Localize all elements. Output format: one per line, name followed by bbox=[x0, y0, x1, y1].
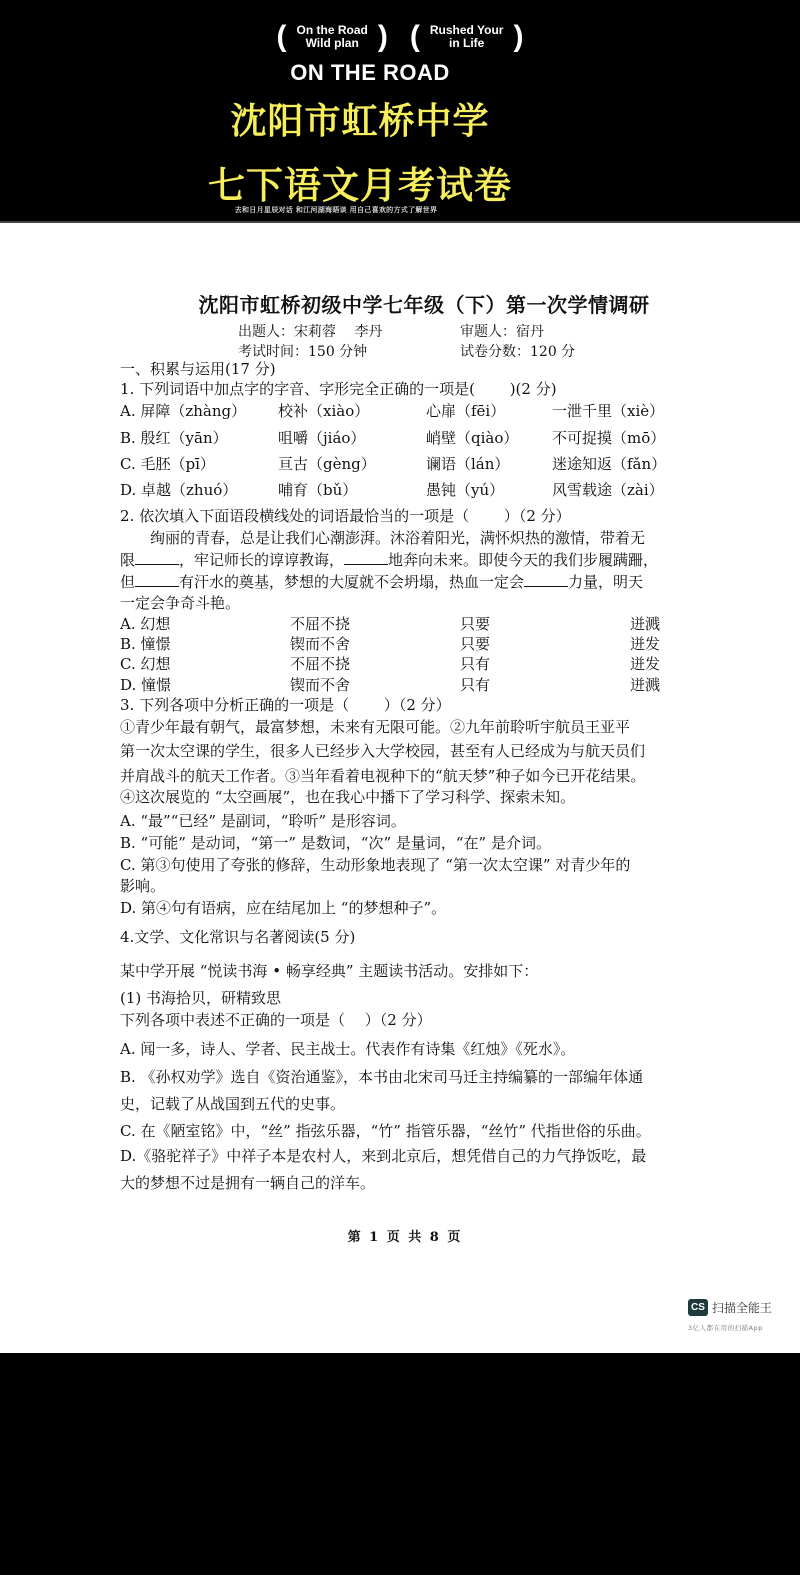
q1-b-1: B. 殷红（yān） bbox=[120, 429, 228, 447]
bottom-black-area bbox=[0, 1353, 800, 1575]
q4-option-d-cont: 大的梦想不过是拥有一辆自己的洋车。 bbox=[120, 1174, 376, 1192]
text: 力量，明天 bbox=[568, 573, 644, 591]
q2-stem: 2. 依次填入下面语段横线处的词语最恰当的一项是（ ）（2 分） bbox=[120, 507, 571, 525]
camscanner-watermark bbox=[688, 1299, 772, 1316]
option-cell: 迸发 bbox=[630, 635, 661, 653]
option-cell: 迸溅 bbox=[630, 676, 661, 694]
option-cell: 锲而不舍 bbox=[290, 676, 351, 694]
score-label: 试卷分数：120 分 bbox=[460, 344, 576, 360]
option-cell: B. 憧憬 bbox=[120, 635, 171, 653]
q2-passage-line3 bbox=[120, 572, 643, 592]
camscanner-subtitle: 3亿人都在用的扫描App bbox=[688, 1324, 763, 1332]
answer-blank[interactable] bbox=[135, 573, 179, 587]
tag-right-line2: in Life bbox=[448, 36, 485, 50]
q3-passage-line1: ①青少年最有朝气，最富梦想，未来有无限可能。②九年前聆听宇航员王亚平 bbox=[120, 718, 631, 736]
q4-stem: 下列各项中表述不正确的一项是（ ）（2 分） bbox=[120, 1011, 432, 1029]
q4-option-a: A. 闻一多，诗人、学者、民主战士。代表作有诗集《红烛》《死水》。 bbox=[120, 1040, 576, 1058]
q1-options bbox=[120, 428, 752, 449]
time-label: 考试时间：150 分钟 bbox=[238, 344, 368, 360]
q4-option-c: C. 在《陋室铭》中，“丝” 指弦乐器，“竹” 指管乐器，“丝竹” 代指世俗的乐曲。 bbox=[120, 1122, 651, 1140]
option-cell: 只有 bbox=[460, 655, 491, 673]
tag-rushed-your-life bbox=[410, 22, 524, 52]
q2-option-b bbox=[120, 634, 710, 654]
setter-label: 出题人：宋莉蓉 李丹 bbox=[238, 324, 383, 340]
tag-left-line2: Wild plan bbox=[305, 36, 359, 50]
tag-text bbox=[287, 24, 378, 50]
q1-options bbox=[120, 401, 752, 422]
paren-close: ) bbox=[377, 20, 388, 53]
q3-passage-line2: 第一次太空课的学生，很多人已经步入大学校园，甚至有人已经成为与航天员们 bbox=[120, 742, 646, 760]
q2-passage-line2 bbox=[120, 550, 658, 570]
q1-stem: 1. 下列词语中加点字的字音、字形完全正确的一项是( )(2 分) bbox=[120, 380, 557, 398]
q1-options bbox=[120, 480, 752, 501]
q1-d-1: D. 卓越（zhuó） bbox=[120, 481, 238, 499]
q1-d-3: 愚钝（yú） bbox=[426, 481, 505, 499]
q4-option-d: D.《骆驼祥子》中祥子本是农村人，来到北京后，想凭借自己的力气挣饭吃，最 bbox=[120, 1147, 647, 1165]
q2-passage-line4: 一定会争奇斗艳。 bbox=[120, 594, 241, 612]
q3-option-b: B. “可能” 是动词，“第一” 是数词，“次” 是量词，“在” 是介词。 bbox=[120, 834, 551, 852]
section-heading-1: 一、积累与运用(17 分) bbox=[120, 360, 276, 378]
option-cell: C. 幻想 bbox=[120, 655, 171, 673]
option-cell: 锲而不舍 bbox=[290, 635, 351, 653]
option-cell: 只要 bbox=[460, 635, 491, 653]
q2-passage-line1: 绚丽的青春，总是让我们心潮澎湃。沐浴着阳光，满怀炽热的激情，带着无 bbox=[120, 529, 646, 547]
q1-a-3: 心扉（fēi） bbox=[426, 402, 506, 420]
paren-open: ( bbox=[409, 20, 420, 53]
q3-passage-line4: ④这次展览的 “太空画展”，也在我心中播下了学习科学、探索未知。 bbox=[120, 788, 576, 806]
q3-option-d: D. 第④句有语病，应在结尾加上 “的梦想种子”。 bbox=[120, 899, 447, 917]
exam-page bbox=[0, 221, 800, 1353]
text: 但 bbox=[120, 573, 136, 591]
tag-text bbox=[420, 24, 514, 50]
tag-left-line1: On the Road bbox=[296, 23, 368, 37]
exam-authors bbox=[238, 321, 544, 341]
q1-b-2: 咀嚼（jiáo） bbox=[278, 429, 366, 447]
q4-option-b: B. 《孙权劝学》选自《资治通鉴》，本书由北宋司马迁主持编纂的一部编年体通 bbox=[120, 1068, 644, 1086]
page-number: 第 1 页 共 8 页 bbox=[347, 1230, 463, 1245]
q3-stem: 3. 下列各项中分析正确的一项是（ ）（2 分） bbox=[120, 696, 451, 714]
english-title: ON THE ROAD bbox=[290, 60, 450, 85]
paren-open: ( bbox=[276, 20, 287, 53]
q1-b-4: 不可捉摸（mō） bbox=[552, 429, 666, 447]
camscanner-logo-icon: CS bbox=[688, 1299, 708, 1316]
answer-blank[interactable] bbox=[135, 551, 179, 565]
exam-title: 沈阳市虹桥初级中学七年级（下）第一次学情调研 bbox=[198, 293, 650, 317]
tagline-row bbox=[0, 22, 800, 52]
exam-info bbox=[238, 341, 575, 361]
q1-a-1: A. 屏障（zhàng） bbox=[120, 402, 247, 420]
q3-option-a: A. “最”“已经” 是副词，“聆听” 是形容词。 bbox=[120, 812, 406, 830]
slogan: 去和日月星辰对话 和江河湖海晤谈 用自己喜欢的方式了解世界 bbox=[234, 206, 438, 214]
chinese-title-exam: 七下语文月考试卷 bbox=[208, 164, 512, 207]
q1-c-4: 迷途知返（fǎn） bbox=[552, 455, 667, 473]
chinese-title-school: 沈阳市虹桥中学 bbox=[230, 101, 490, 142]
q1-a-2: 校补（xiào） bbox=[278, 402, 370, 420]
q2-option-c bbox=[120, 654, 710, 674]
q3-passage-line3: 并肩战斗的航天工作者。③当年看着电视种下的“航天梦”种子如今已开花结果。 bbox=[120, 767, 646, 785]
q1-c-2: 亘古（gèng） bbox=[278, 455, 376, 473]
q3-option-c: C. 第③句使用了夸张的修辞，生动形象地表现了 “第一次太空课” 对青少年的 bbox=[120, 856, 631, 874]
reviewer-label: 审题人：宿丹 bbox=[460, 324, 544, 340]
q1-d-2: 哺育（bǔ） bbox=[278, 481, 358, 499]
option-cell: 迸发 bbox=[630, 655, 661, 673]
q1-options bbox=[120, 454, 752, 475]
tag-right-line1: Rushed Your bbox=[429, 23, 504, 37]
paren-close: ) bbox=[513, 20, 524, 53]
q2-option-a bbox=[120, 614, 710, 634]
option-cell: D. 憧憬 bbox=[120, 676, 172, 694]
q2-option-d bbox=[120, 675, 710, 695]
q1-a-4: 一泄千里（xiè） bbox=[552, 402, 665, 420]
text: ，牢记师长的谆谆教诲， bbox=[179, 551, 345, 569]
q1-b-3: 峭壁（qiào） bbox=[426, 429, 519, 447]
option-cell: A. 幻想 bbox=[120, 615, 171, 633]
q1-c-1: C. 毛胚（pī） bbox=[120, 455, 215, 473]
camscanner-name: 扫描全能王 bbox=[712, 1301, 773, 1315]
option-cell: 不屈不挠 bbox=[290, 655, 351, 673]
tag-on-the-road bbox=[277, 22, 388, 52]
text: 限 bbox=[120, 551, 136, 569]
option-cell: 迸溅 bbox=[630, 615, 661, 633]
q4-heading: 4.文学、文化常识与名著阅读(5 分) bbox=[120, 928, 356, 946]
text: 地奔向未来。即使今天的我们步履蹒跚， bbox=[388, 551, 659, 569]
answer-blank[interactable] bbox=[524, 573, 568, 587]
option-cell: 只要 bbox=[460, 615, 491, 633]
option-cell: 只有 bbox=[460, 676, 491, 694]
q4-intro: 某中学开展 “悦读书海 • 畅享经典” 主题读书活动。安排如下： bbox=[120, 962, 539, 980]
q4-subheading: (1) 书海拾贝，研精致思 bbox=[120, 989, 282, 1007]
exam-content bbox=[0, 223, 800, 1353]
q1-c-3: 谰语（lán） bbox=[426, 455, 510, 473]
answer-blank[interactable] bbox=[344, 551, 388, 565]
q3-option-c-cont: 影响。 bbox=[120, 877, 166, 895]
q1-d-4: 风雪载途（zài） bbox=[552, 481, 664, 499]
option-cell: 不屈不挠 bbox=[290, 615, 351, 633]
text: 有汗水的奠基，梦想的大厦就不会坍塌，热血一定会 bbox=[179, 573, 525, 591]
header-banner bbox=[0, 0, 800, 221]
q4-option-b-cont: 史，记载了从战国到五代的史事。 bbox=[120, 1095, 346, 1113]
